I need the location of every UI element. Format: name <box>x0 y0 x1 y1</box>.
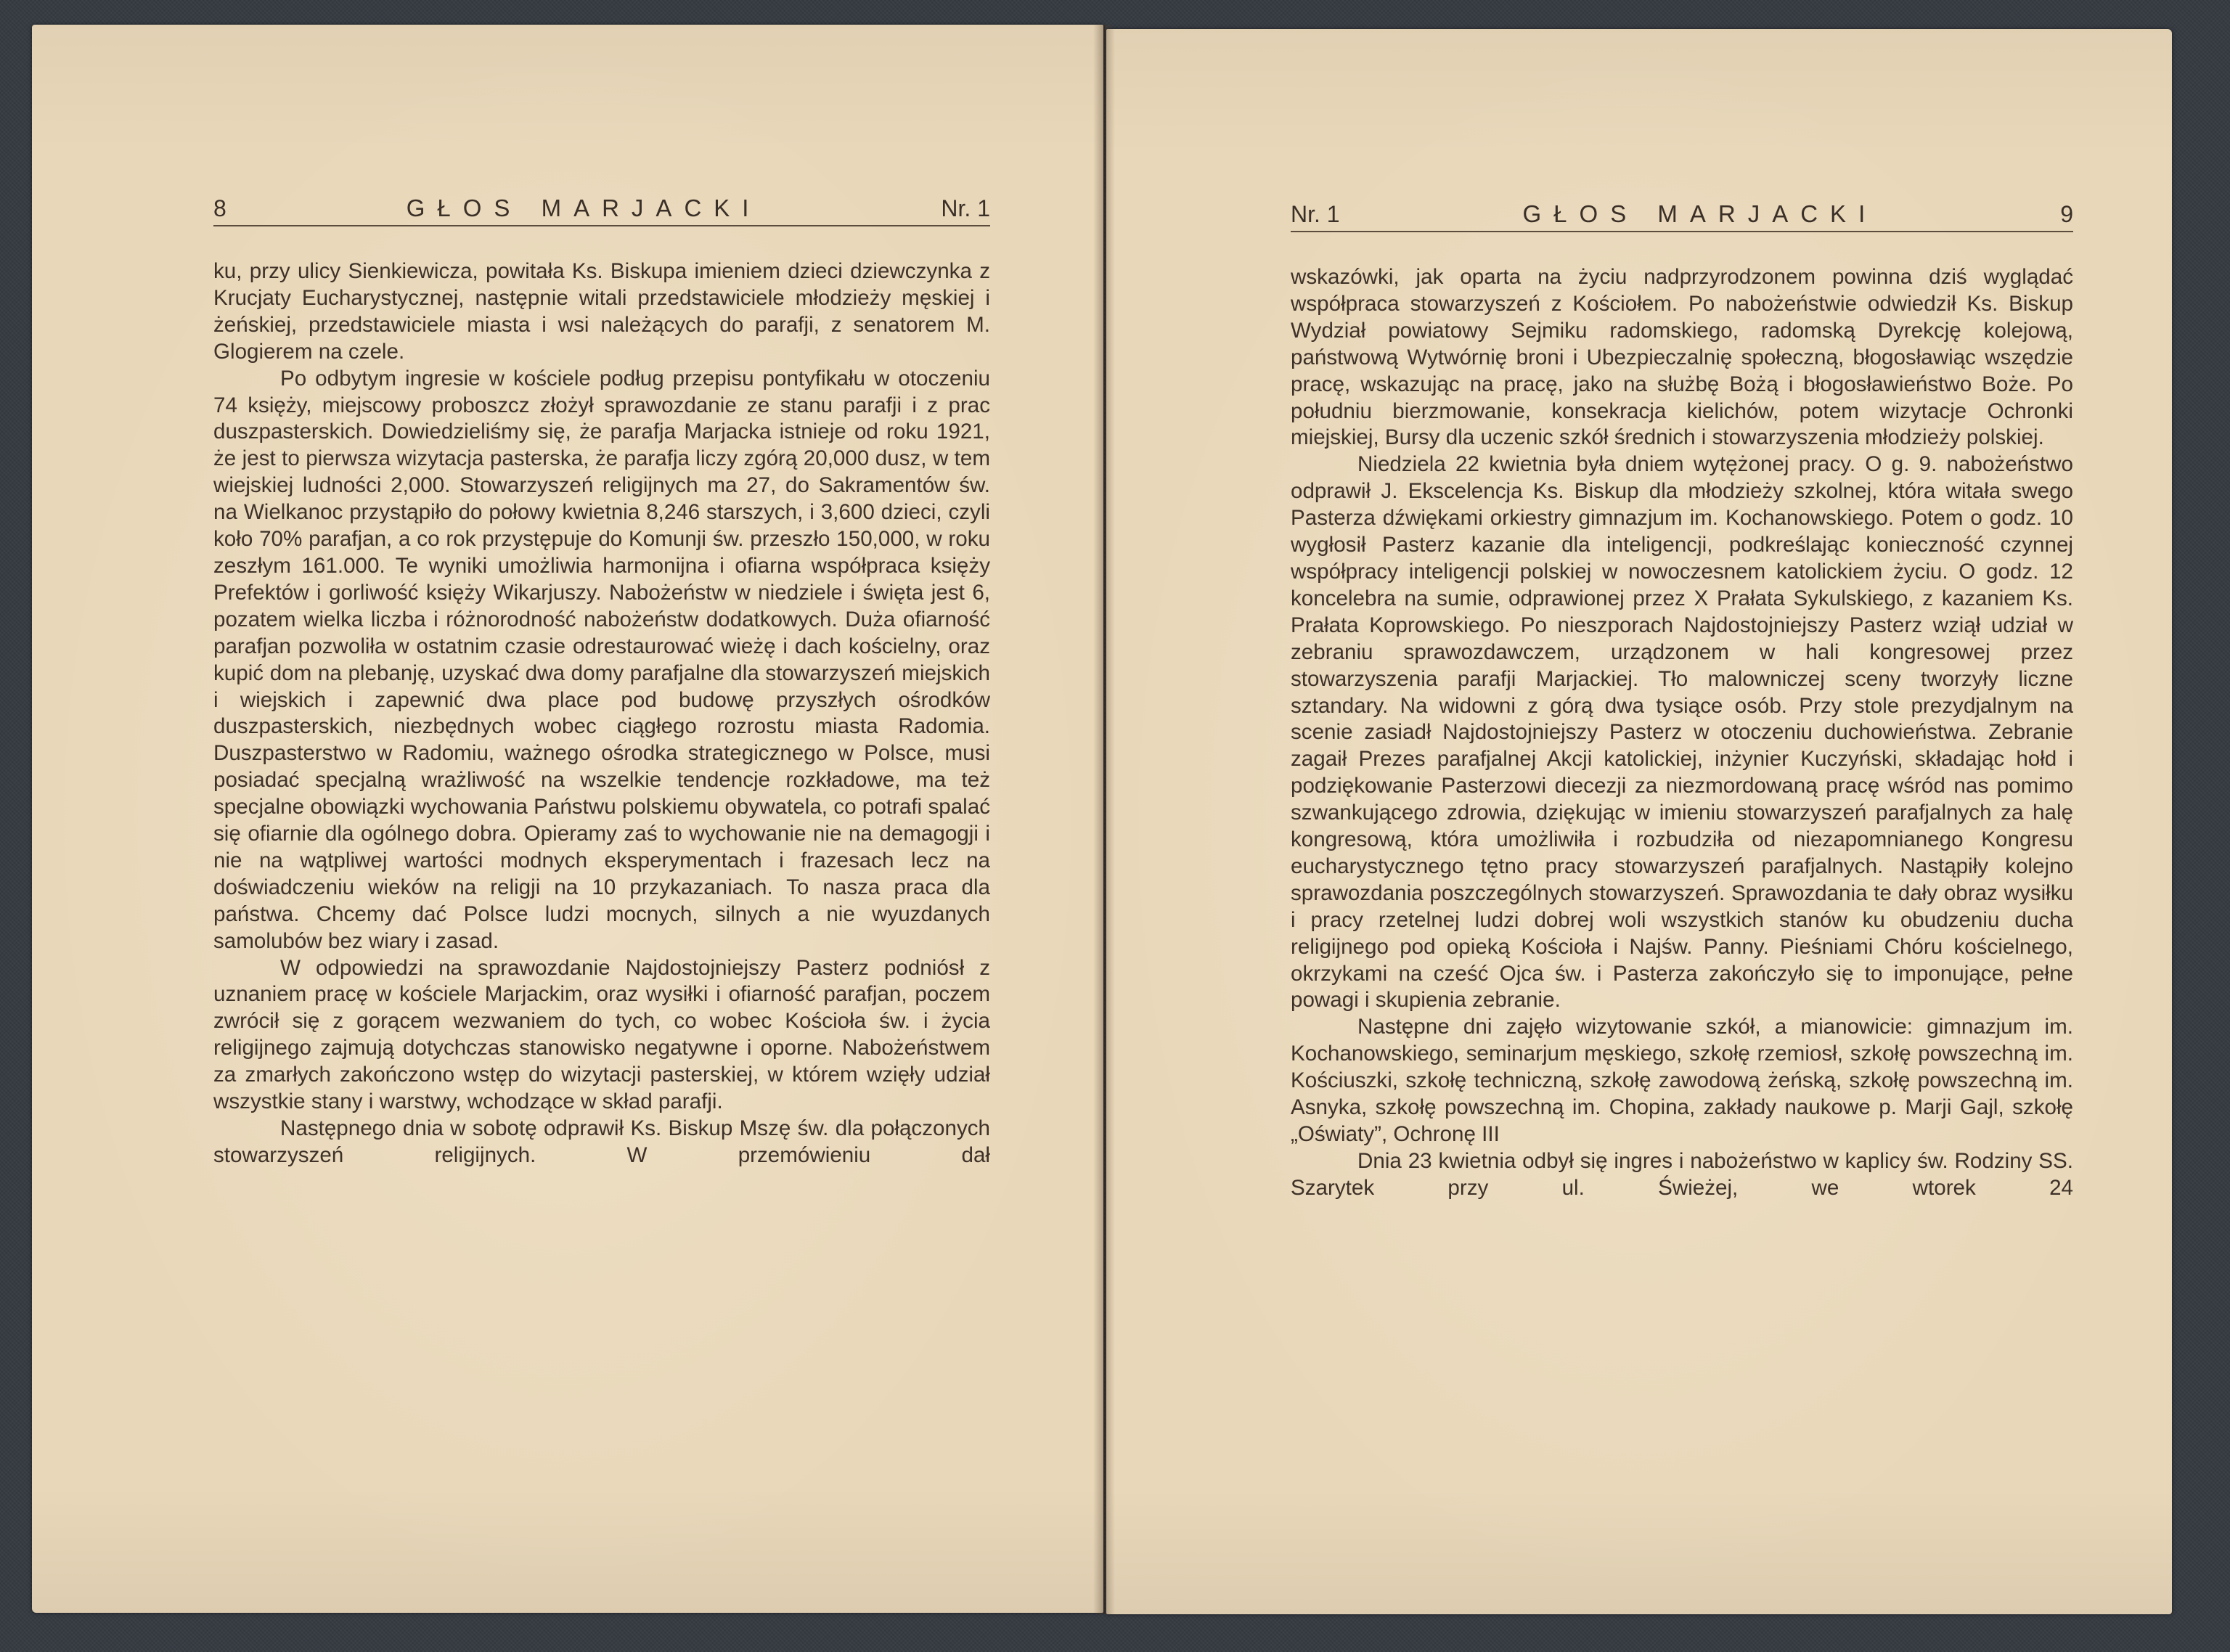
right-paragraph-1: wskazówki, jak oparta na życiu nadprzyrodzonem powinna dziś wyglądać współpraca stowarzyszeń z Kościołem. Po nabożeństwie odwiedził Ks. Biskup Wydział powiatowy Sejmiku radomskiego, radomską Dyrekcję kolejową, państwową Wytwórnię broni i Ubezpieczalnię społeczną, błogosławiąc wszędzie pracę, wskazując na pracę, jako na służbę Bożą i błogosławieństwo Boże. Po południu bierzmowanie, konsekracja kielichów, potem wizytacje Ochronki miejskiej, Bursy dla uczenic szkół średnich i stowarzyszenia młodzieży polskiej. <box>1291 265 2073 450</box>
right-page-number: 9 <box>2060 201 2073 227</box>
left-page-issue: Nr. 1 <box>941 195 990 221</box>
left-page-header <box>213 190 990 226</box>
left-paragraph-2: Po odbytym ingresie w kościele podług przepisu pontyfikału w otoczeniu 74 księży, miejscowy proboszcz złożył sprawozdanie ze stanu parafji i z prac duszpasterskich. Dowiedzieliśmy się, że parafja Marjacka istnieje od roku 1921, że jest to pierwsza wizytacja pasterska, że parafja liczy zgórą 20,000 dusz, w tem wiejskiej ludności 2,000. Stowarzyszeń religijnych ma 27, do Sakramentów św. na Wielkanoc przystąpiło do połowy kwietnia 8,246 starszych, i 3,600 dzieci, czyli koło 70% parafjan, a co rok przystępuje do Komunji św. przeszło 150,000, w roku zeszłym 161.000. Te wyniki umożliwia harmonijna i ofiarna współpraca księży Prefektów i gorliwość księży Wikarjuszy. Nabożeństw w niedziele i święta jest 6, pozatem wielka liczba i różnorodność nabożeństw dodatkowych. Duża ofiarność parafjan pozwoliła w ostatnim czasie odrestaurować wieżę i dach kościelny, oraz kupić dom na plebanję, uzyskać dwa domy parafjalne dla stowarzyszeń miejskich i wiejskich i zapewnić dwa place pod budowę przyszłych ośrodków duszpasterskich, niezbędnych wobec ciągłego rozrostu miasta Radomia. Duszpasterstwo w Radomiu, ważnego ośrodka strategicznego w Polsce, musi posiadać specjalną wrażliwość na wszelkie tendencje rozkładowe, ma też specjalne obowiązki wychowania Państwu polskiemu obywatela, co potrafi spalać się ofiarnie dla ogólnego dobra. Opieramy zaś to wychowanie nie na demagogji i nie na wątpliwej wartości modnych eksperymentach i frazesach lecz na doświadczeniu wieków na religji na 10 przykazaniach. To nasza praca dla państwa. Chcemy dać Polsce ludzi mocnych, silnych a nie wyuzdanych samolubów bez wiary i zasad. <box>213 366 990 953</box>
right-page <box>1106 29 2172 1614</box>
right-page-issue: Nr. 1 <box>1291 201 1340 227</box>
left-page-text <box>213 258 990 1427</box>
right-page-header <box>1291 196 2073 232</box>
right-page-text <box>1291 264 2073 1462</box>
left-page <box>32 25 1103 1613</box>
left-page-number: 8 <box>213 195 226 221</box>
left-paragraph-4: Następnego dnia w sobotę odprawił Ks. Biskup Mszę św. dla połączonych stowarzyszeń religijnych. W przemówieniu dał <box>213 1116 990 1167</box>
left-page-running-title: GŁOS MARJACKI <box>406 195 761 221</box>
right-paragraph-2: Niedziela 22 kwietnia była dniem wytężonej pracy. O g. 9. nabożeństwo odprawił J. Ekscelencja Ks. Biskup dla młodzieży szkolnej, która witała swego Pasterza dźwiękami orkiestry gimnazjum im. Kochanowskiego. Potem o godz. 10 wygłosił Pasterz kazanie dla inteligencji, podkreślając konieczność czynnej współpracy inteligencji polskiej w nowoczesnem katolickiem życiu. O godz. 12 koncelebra na sumie, odprawionej przez X Prałata Sykulskiego, z kazaniem Ks. Prałata Koprowskiego. Po nieszporach Najdostojniejszy Pasterz wziął udział w zebraniu sprawozdawczem, urządzonem w hali kongresowej przez stowarzyszenia parafji Marjackiej. Tło malowniczej sceny tworzyły liczne sztandary. Na widowni z górą dwa tysiące osób. Przy stole prezydjalnym na scenie zasiadł Najdostojniejszy Pasterz w otoczeniu duchowieństwa. Zebranie zagaił Prezes parafjalnej Akcji katolickiej, inżynier Kuczyński, składając hołd i podziękowanie Pasterzowi diecezji za niezmordowaną pracę wśród nas pomimo szwankującego zdrowia, dziękując w imieniu stowarzyszeń parafjalnych za halę kongresową, która umożliwiła i rozbudziła od niezapomnianego Kongresu eucharystycznego tętno pracy stowarzyszeń parafjalnych. Nastąpiły kolejno sprawozdania poszczególnych stowarzyszeń. Sprawozdania te dały obraz wysiłku i pracy rzetelnej ludzi dobrej woli wszystkich stanów ku obudzeniu ducha religijnego pod opieką Kościoła i Najśw. Panny. Pieśniami Chóru kościelnego, okrzykami na cześć Ojca św. i Pasterza zakończyło się to imponujące, pełne powagi i skupienia zebranie. <box>1291 452 2073 1013</box>
right-paragraph-4: Dnia 23 kwietnia odbył się ingres i nabożeństwo w kaplicy św. Rodziny SS. Szarytek przy ul. Świeżej, we wtorek 24 <box>1291 1148 2073 1200</box>
right-page-running-title: GŁOS MARJACKI <box>1522 200 1878 227</box>
right-paragraph-3: Następne dni zajęło wizytowanie szkół, a mianowicie: gimnazjum im. Kochanowskiego, seminarjum męskiego, szkołę rzemiosł, szkołę powszechną im. Kościuszki, szkołę techniczną, szkołę zawodową żeńską, szkołę powszechną im. Asnyka, szkołę powszechną im. Chopina, zakłady naukowe p. Marji Gajl, szkołę „Oświaty”, Ochronę III <box>1291 1015 2073 1146</box>
left-paragraph-3: W odpowiedzi na sprawozdanie Najdostojniejszy Pasterz podniósł z uznaniem pracę w kościele Marjackim, oraz wysiłki i ofiarność parafjan, poczem zwrócił się z gorącem wezwaniem do tych, co wobec Kościoła św. i życia religijnego zajmują dotychczas stanowisko negatywne i oporne. Nabożeństwem za zmarłych zakończono wstęp do wizytacji pasterskiej, w którem wzięły udział wszystkie stany i warstwy, wchodzące w skład parafji. <box>213 955 990 1114</box>
left-paragraph-1: ku, przy ulicy Sienkiewicza, powitała Ks. Biskupa imieniem dzieci dziewczynka z Krucjaty Eucharystycznej, następnie witali przedstawiciele młodzieży męskiej i żeńskiej, przedstawiciele miasta i wsi należących do parafji, z senatorem M. Glogierem na czele. <box>213 259 990 364</box>
